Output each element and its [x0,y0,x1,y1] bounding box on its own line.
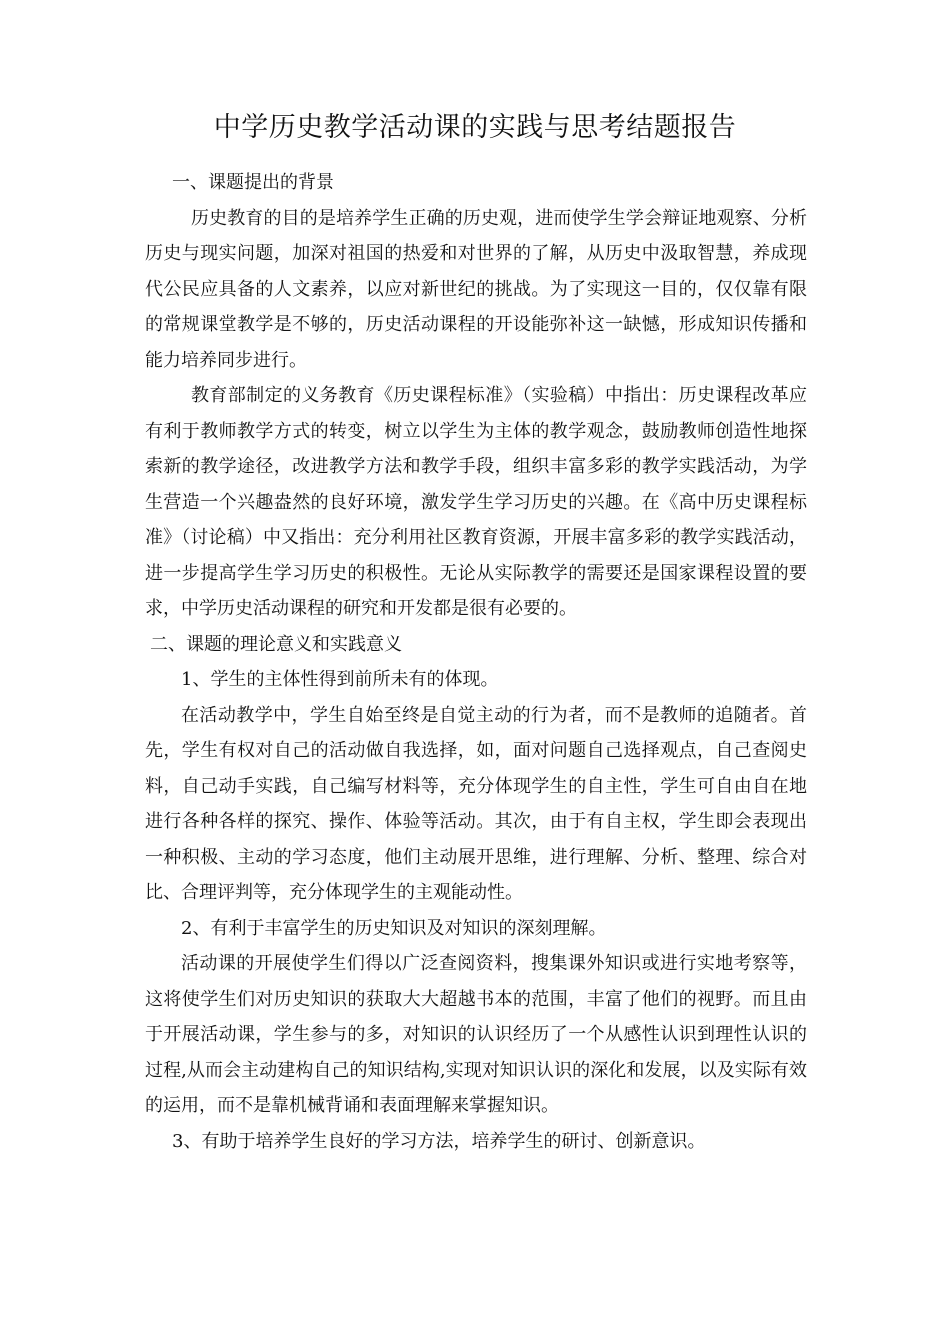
point-label-2: 2、有利于丰富学生的历史知识及对知识的深刻理解。 [181,917,607,939]
section-heading-background: 一、课题提出的背景 [172,172,334,193]
section-heading-significance: 二、课题的理论意义和实践意义 [150,633,402,655]
paragraph-background-2: 教育部制定的义务教育《历史课程标准》（实验稿）中指出：历史课程改革应有利于教师教学方式的转变，树立以学生为主体的教学观念，鼓励教师创造性地探索新的教学途径，改进教学方法和教学手段，组织丰富多彩的教学实践活动，为学生营造一个兴趣盎然的良好环境，激发学生学习历史的兴趣。在《高中历史课程标准》（讨论稿）中又指出：充分利用社区教育资源，开展丰富多彩的教学实践活动，进一步提高学生学习历史的积极性。无论从实际教学的需要还是国家课程设置的要求，中学历史活动课程的研究和开发都是很有必要的。 [145,385,807,619]
point-text-2: 活动课的开展使学生们得以广泛查阅资料，搜集课外知识或进行实地考察等，这将使学生们对历史知识的获取大大超越书本的范围，丰富了他们的视野。而且由于开展活动课，学生参与的多，对知识的认识经历了一个从感性认识到理性认识的过程,从而会主动建构自己的知识结构,实现对知识认识的深化和发展，以及实际有效的运用，而不是靠机械背诵和表面理解来掌握知识。 [145,953,807,1116]
paragraph-background-1: 历史教育的目的是培养学生正确的历史观，进而使学生学会辩证地观察、分析历史与现实问题，加深对祖国的热爱和对世界的了解，从历史中汲取智慧，养成现代公民应具备的人文素养，以应对新世纪的挑战。为了实现这一目的，仅仅靠有限的常规课堂教学是不够的，历史活动课程的开设能弥补这一缺憾，形成知识传播和能力培养同步进行。 [145,207,807,371]
document-title: 中学历史教学活动课的实践与思考结题报告 [213,112,737,143]
document-body [145,165,807,1159]
point-text-1: 在活动教学中，学生自始至终是自觉主动的行为者，而不是教师的追随者。首先，学生有权对自己的活动做自我选择，如，面对问题自己选择观点，自己查阅史料，自己动手实践，自己编写材料等，充分体现学生的自主性，学生可自由自在地进行各种各样的探究、操作、体验等活动。其次，由于有自主权，学生即会表现出一种积极、主动的学习态度，他们主动展开思维，进行理解、分析、整理、综合对比、合理评判等，充分体现学生的主观能动性。 [145,704,807,903]
point-label-3: 3、有助于培养学生良好的学习方法，培养学生的研讨、创新意识。 [172,1130,706,1152]
point-label-1: 1、学生的主体性得到前所未有的体现。 [181,669,499,690]
